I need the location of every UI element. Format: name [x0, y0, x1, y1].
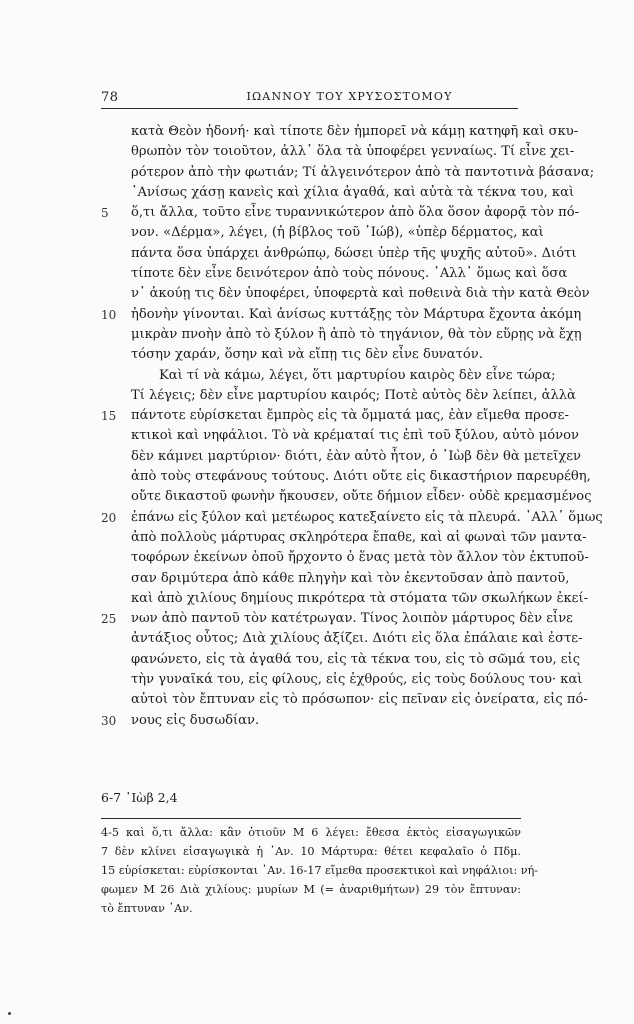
line-text: αὐτοὶ τὸν ἔπτυναν εἰς τὸ πρόσωπον· εἰς πεῖναν εἰς ὀνείρατα, εἰς πό- [131, 692, 588, 708]
line-text: τίποτε δὲν εἶνε δεινότερον ἀπὸ τοὺς πόνους. ᾽Αλλ᾽ ὅμως καὶ ὅσα [131, 266, 568, 282]
line-text: θρωπὸν τὸν τοιοῦτον, ἀλλ᾽ ὅλα τὰ ὑποφέρει γενναίως. Τί εἶνε χει- [131, 144, 575, 160]
text-line [101, 589, 589, 609]
line-text: δὲν κάμνει μαρτύριον· διότι, ἐὰν αὐτὸ ἦτον, ὁ ᾽Ιὼβ δὲν θὰ μετεῖχεν [131, 448, 582, 464]
line-text: ρότερον ἀπὸ τὴν φωτιάν; Τί ἀλγεινότερον ἀπὸ τὰ παντοτινὰ βάσανα; [131, 164, 595, 180]
text-line [101, 426, 579, 446]
line-text: σαν δριμύτερα ἀπὸ κάθε πληγὴν καὶ τὸν ἐκεντοῦσαν ἀπὸ παντοῦ, [131, 570, 570, 586]
text-line [101, 142, 575, 162]
apparatus-line: 7 δὲν κλίνει εἰσαγωγικὰ ἡ ᾽Αν. 10 Μάρτυρα: θέτει κεφαλαῖο ὁ Πδμ. [101, 845, 521, 858]
text-line [101, 305, 582, 325]
line-text: καὶ ἀπὸ χιλίους δημίους πικρότερα τὰ στόματα τῶν σκωλήκων ἐκεί- [131, 590, 589, 606]
line-number: 30 [101, 713, 117, 728]
text-line [101, 406, 569, 426]
line-text: ᾽Ανίσως χάσῃ κανεὶς καὶ χίλια ἀγαθά, καὶ αὐτὰ τὰ τέκνα του, καὶ [131, 184, 575, 200]
line-number: 5 [101, 206, 109, 221]
text-line [101, 223, 544, 243]
text-line [101, 670, 583, 690]
line-text: πάντα ὅσα ὑπάρχει ἀνθρώπῳ, δώσει ὑπὲρ τῆς ψυχῆς αὐτοῦ». Διότι [131, 245, 577, 261]
line-text: νων ἀπὸ παντοῦ τὸν κατέτρωγαν. Τίνος λοιπὸν μάρτυρος δὲν εἶνε [131, 611, 573, 627]
line-text: μικρὰν πνοὴν ἀπὸ τὸ ξύλον ἢ ἀπὸ τὸ τηγάνιον, θὰ τὸν εὕρῃς νὰ ἔχῃ [131, 326, 582, 342]
apparatus-line: τὸ ἔπτυναν ᾽Αν. [101, 902, 193, 915]
page-number: 78 [101, 90, 119, 105]
text-line [101, 264, 568, 284]
source-reference: 6-7 ᾽Ιὼβ 2,4 [101, 790, 178, 805]
line-number: 10 [101, 307, 117, 322]
line-text: ὅ,τι ἄλλα, τοῦτο εἶνε τυραννικώτερον ἀπὸ ὅλα ὅσον ἀφορᾷ τὸν πό- [131, 205, 580, 221]
line-text: ἀπὸ τοὺς στεφάνους τούτους. Διότι οὔτε εἰς δικαστήριον παρευρέθη, [131, 469, 591, 485]
page-header [101, 90, 518, 109]
text-line [101, 203, 580, 223]
text-line [101, 244, 577, 264]
scan-speck [8, 1012, 11, 1015]
text-line [101, 650, 581, 670]
line-text: ἡδονὴν γίνονται. Καὶ ἀνίσως κυττάξῃς τὸν Μάρτυρα ἔχοντα ἀκόμη [131, 306, 582, 322]
line-number: 20 [101, 510, 117, 525]
text-line [101, 609, 573, 629]
text-line [101, 366, 556, 386]
text-line [101, 487, 592, 507]
text-line [101, 690, 588, 710]
line-text: ἐπάνω εἰς ξύλον καὶ μετέωρος κατεξαίνετο εἰς τὰ πλευρά. ᾽Αλλ᾽ ὅμως [131, 509, 603, 525]
text-line [101, 386, 576, 406]
line-text: φανώνετο, εἰς τὰ ἀγαθά του, εἰς τὰ τέκνα του, εἰς τὸ σῶμά του, εἰς [131, 651, 581, 667]
apparatus-line: φωμεν Μ 26 Διὰ χιλίους: μυρίων Μ (= ἀναριθμήτων) 29 τὸν ἔπτυναν: [101, 883, 521, 896]
line-text: ν᾽ ἀκούῃ τις δὲν ὑποφέρει, ὑποφερτὰ καὶ ποθεινὰ διὰ τὴν κατὰ Θεὸν [131, 286, 590, 302]
line-text: τοφόρων ἐκείνων ὁποῦ ἤρχοντο ὁ ἕνας μετὰ τὸν ἄλλον τὸν ἐκτυποῦ- [131, 550, 589, 566]
line-text: κτικοὶ καὶ νηφάλιοι. Τὸ νὰ κρέματαί τις ἐπὶ τοῦ ξύλου, αὐτὸ μόνον [131, 428, 579, 444]
line-text: ἀντάξιος οὗτος; Διὰ χιλίους ἀξίζει. Διότι εἰς ὅλα ἐπάλαιε καὶ ἐστε- [131, 631, 583, 647]
line-text: οὔτε δικαστοῦ φωνὴν ἤκουσεν, οὔτε δήμιον εἶδεν· οὐδὲ κρεμασμένος [131, 489, 592, 505]
line-text: Καὶ τί νὰ κάμω, λέγει, ὅτι μαρτυρίου καιρὸς δὲν εἶνε τώρα; [159, 367, 556, 383]
running-title: ΙΩΑΝΝΟΥ ΤΟΥ ΧΡΥΣΟΣΤΟΜΟΥ [246, 90, 453, 103]
line-number: 25 [101, 612, 117, 627]
text-line [101, 447, 582, 467]
text-line [101, 508, 603, 528]
line-text: νον. «Δέρμα», λέγει, (ἡ βίβλος τοῦ ᾽Ιώβ), «ὑπὲρ δέρματος, καὶ [131, 225, 544, 241]
critical-apparatus [101, 818, 539, 918]
text-line [101, 711, 521, 731]
line-text: τόσην χαράν, ὅσην καὶ νὰ εἴπῃ τις δὲν εἶνε δυνατόν. [131, 347, 483, 363]
line-text: Τί λέγεις; δὲν εἶνε μαρτυρίου καιρός; Ποτὲ αὐτὸς δὲν λείπει, ἀλλὰ [131, 387, 576, 403]
line-number: 15 [101, 409, 117, 424]
text-line [101, 548, 589, 568]
line-text: κατὰ Θεὸν ἡδονή· καὶ τίποτε δὲν ἠμπορεῖ νὰ κάμῃ κατηφῆ καὶ σκυ- [131, 124, 579, 139]
text-line [101, 183, 575, 203]
line-text: ἀπὸ πολλοὺς μάρτυρας σκληρότερα ἔπαθε, καὶ αἱ φωναὶ τῶν μαντα- [131, 529, 587, 545]
apparatus-line: 4-5 καὶ ὅ,τι ἄλλα: κἂν ὁτιοῦν Μ 6 λέγει: ἔθεσα ἐκτὸς εἰσαγωγικῶν [101, 826, 521, 839]
text-line [101, 528, 587, 548]
text-line [101, 325, 582, 345]
text-line [101, 345, 521, 365]
line-text: τὴν γυναῖκά του, εἰς φίλους, εἰς ἐχθρούς, εἰς τοὺς δούλους του· καὶ [131, 672, 583, 688]
apparatus-line: 15 εὑρίσκεται: εὑρίσκονται ᾽Αν. 16-17 εἴμεθα προσεκτικοὶ καὶ νηφάλιοι: νή- [101, 864, 539, 877]
text-line [101, 629, 583, 649]
line-text: νους εἰς δυσωδίαν. [131, 712, 260, 728]
main-text [101, 122, 603, 731]
text-line [101, 163, 595, 183]
text-line [101, 284, 590, 304]
text-line [101, 569, 570, 589]
line-text: πάντοτε εὑρίσκεται ἔμπρὸς εἰς τὰ ὄμματά μας, ἐὰν εἴμεθα προσε- [131, 408, 569, 424]
text-line [101, 467, 591, 487]
text-line [101, 122, 579, 142]
